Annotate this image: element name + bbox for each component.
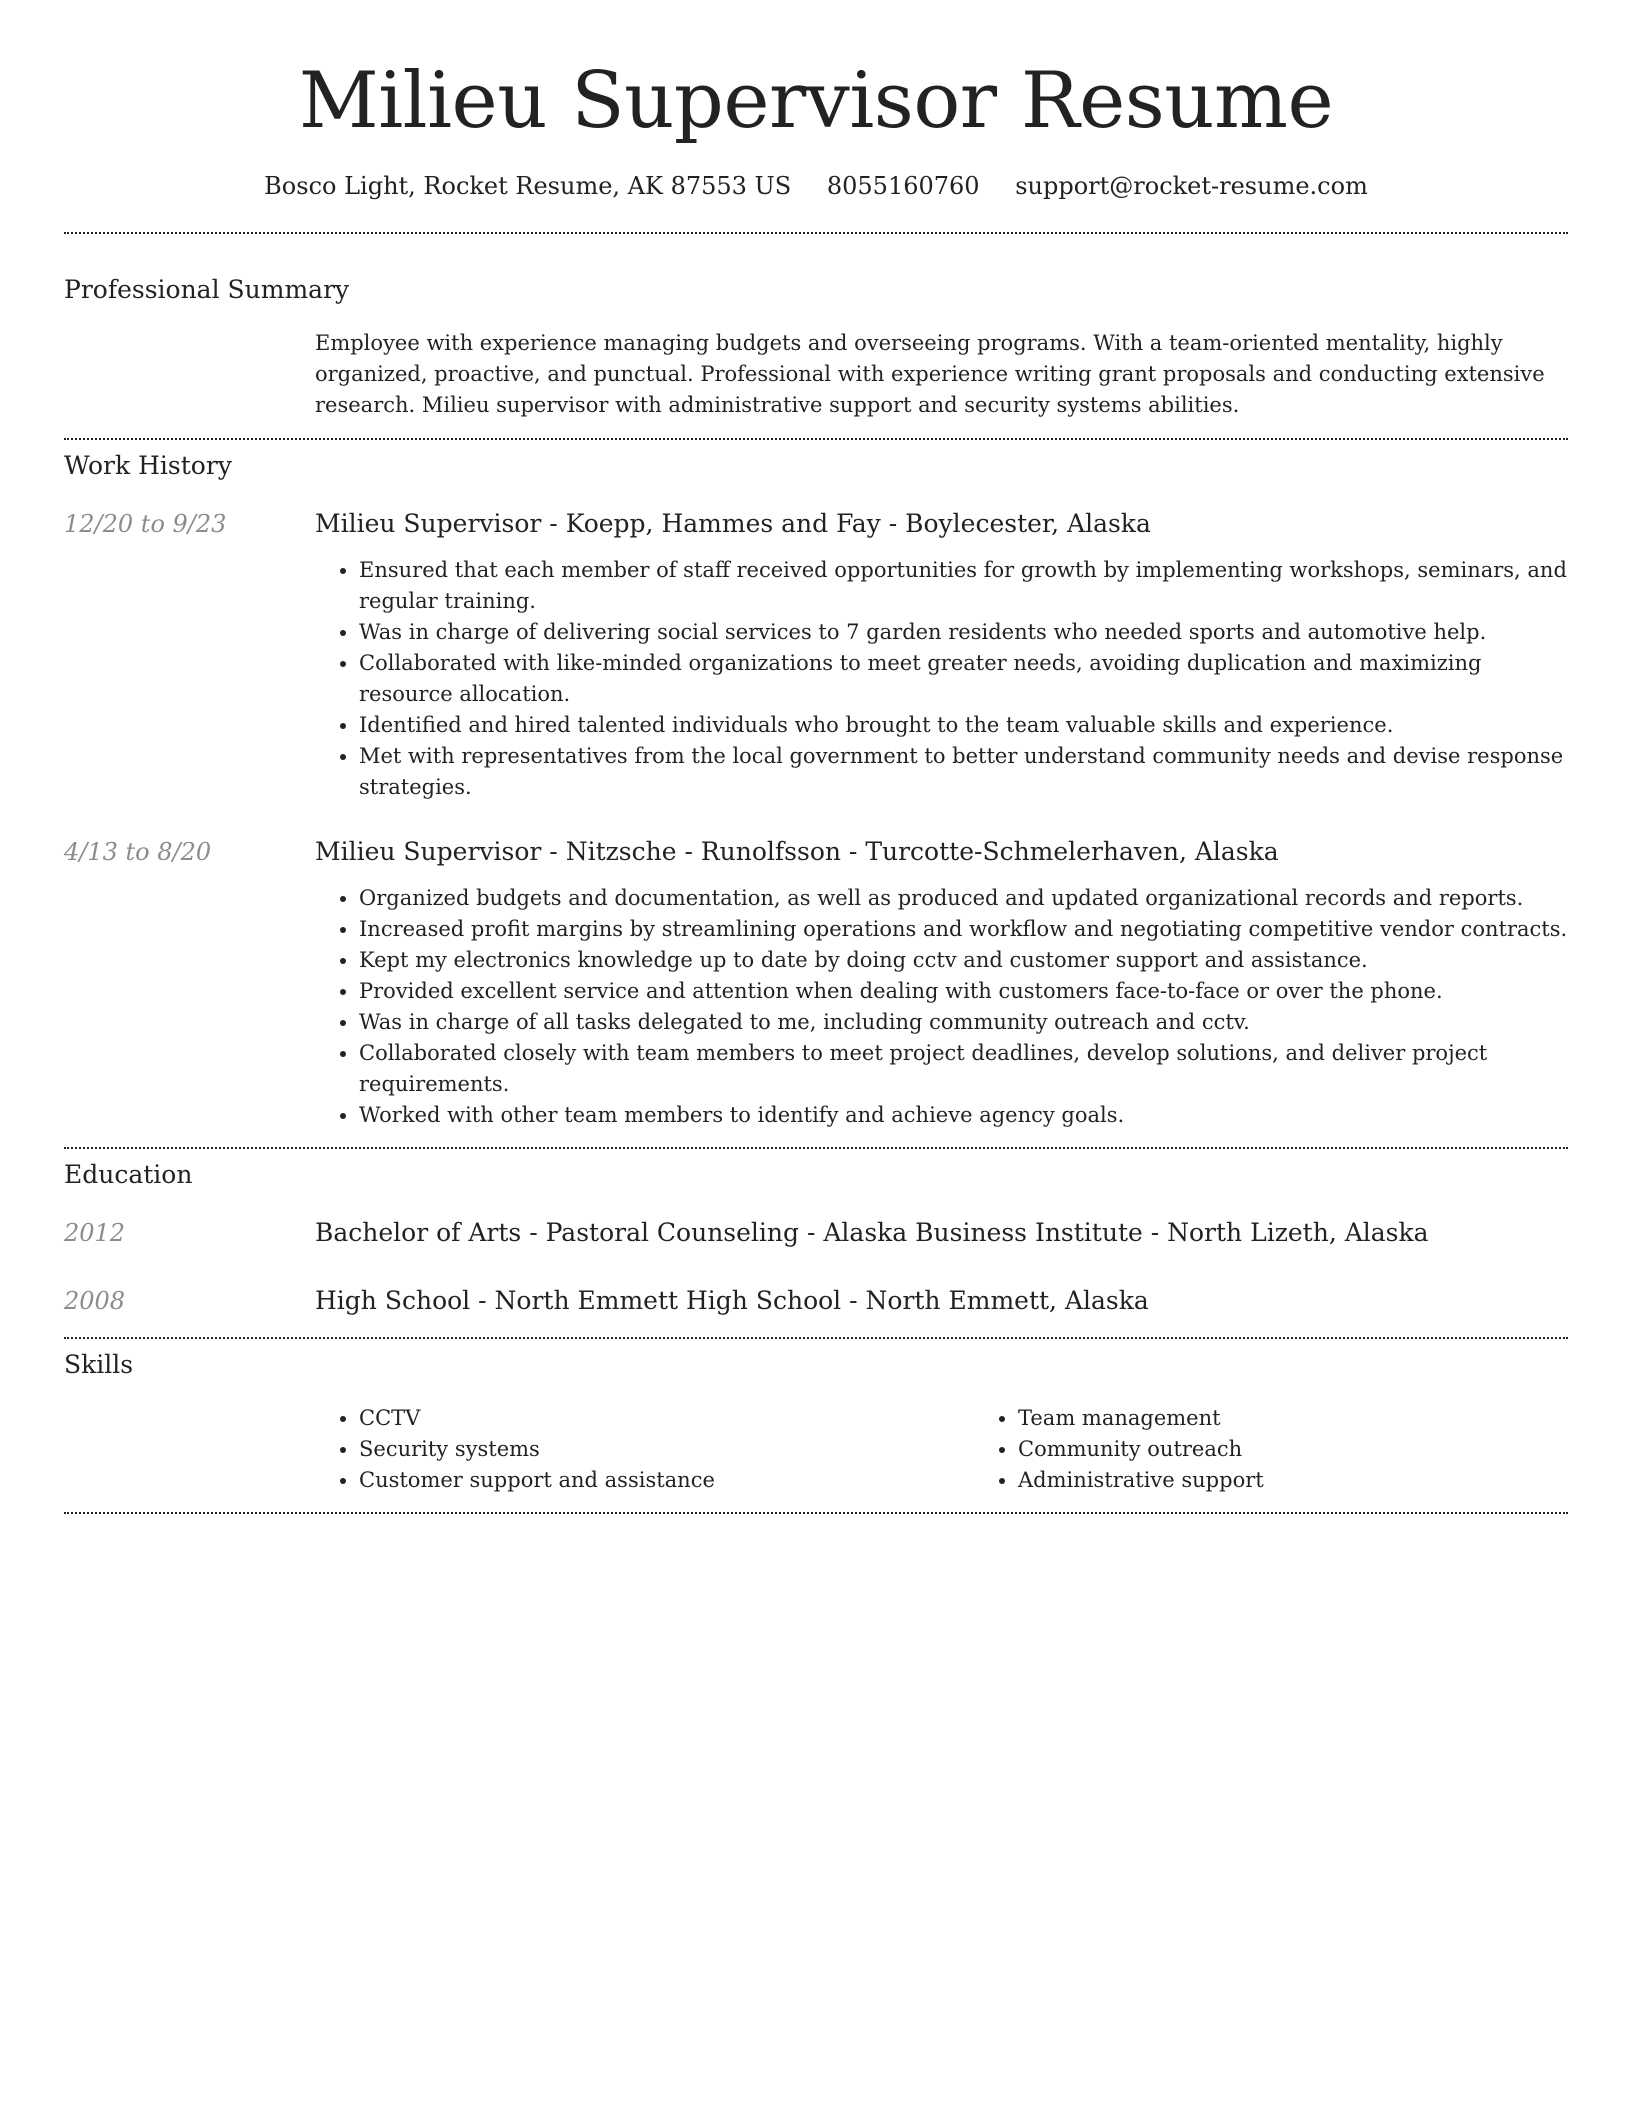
section-title-work-history: Work History xyxy=(64,451,232,480)
resume-page xyxy=(64,0,1568,1514)
contact-phone: 8055160760 xyxy=(826,172,980,200)
section-title-skills: Skills xyxy=(64,1350,134,1379)
list-item: • Provided excellent service and attention when dealing with customers face-to-face or over the phone. xyxy=(359,976,1568,1007)
list-item: • Was in charge of delivering social services to 7 garden residents who needed sports and automotive help. xyxy=(359,617,1568,648)
education-entry xyxy=(64,1285,1568,1317)
job-bullets xyxy=(315,883,1568,1131)
education-entry xyxy=(64,1217,1568,1249)
education-year: 2008 xyxy=(64,1287,126,1315)
list-item: • Kept my electronics knowledge up to date by doing cctv and customer support and assistance. xyxy=(359,945,1568,976)
skill-item: • Customer support and assistance xyxy=(359,1465,974,1496)
contact-email: support@rocket-resume.com xyxy=(1015,172,1368,200)
skill-item: • Security systems xyxy=(359,1434,974,1465)
education-year: 2012 xyxy=(64,1219,126,1247)
list-item: • Collaborated closely with team members to meet project deadlines, develop solutions, and deliver project requirements. xyxy=(359,1038,1568,1100)
contact-line xyxy=(64,170,1568,202)
skill-item: • Administrative support xyxy=(1018,1465,1632,1496)
list-item: • Organized budgets and documentation, as well as produced and updated organizational records and reports. xyxy=(359,883,1568,914)
contact-address: Bosco Light, Rocket Resume, AK 87553 US xyxy=(264,172,792,200)
job-dates: 4/13 to 8/20 xyxy=(64,838,212,866)
education-degree: Bachelor of Arts - Pastoral Counseling xyxy=(315,1218,800,1247)
job-dates: 12/20 to 9/23 xyxy=(64,510,227,538)
education-degree: High School xyxy=(315,1286,471,1315)
list-item: • Worked with other team members to identify and achieve agency goals. xyxy=(359,1100,1568,1131)
section-title-education: Education xyxy=(64,1160,193,1189)
list-item: • Collaborated with like-minded organizations to meet greater needs, avoiding duplication and maximizing resource allocation. xyxy=(359,648,1568,710)
list-item: • Met with representatives from the local government to better understand community needs and devise response strategies. xyxy=(359,741,1568,803)
skills-list-right xyxy=(974,1403,1632,1496)
skills-row xyxy=(64,1403,1568,1496)
skill-item: • Community outreach xyxy=(1018,1434,1632,1465)
job-title: Milieu Supervisor - Koepp, Hammes and Fay - Boylecester, Alaska xyxy=(315,509,1151,538)
section-title-summary: Professional Summary xyxy=(64,275,350,304)
skill-item: • CCTV xyxy=(359,1403,974,1434)
resume-title: Milieu Supervisor Resume xyxy=(298,56,1334,146)
summary-text: Employee with experience managing budgets and overseeing programs. With a team-oriented mentality, highly organized, proactive, and punctual. Professional with experience writing grant proposals and conducting extensive research. Milieu supervisor with administrative support and security systems abilities. xyxy=(315,331,1545,417)
list-item: • Identified and hired talented individuals who brought to the team valuable skills and experience. xyxy=(359,710,1568,741)
job-entry xyxy=(64,508,1568,803)
summary-row xyxy=(64,328,1568,421)
divider xyxy=(64,1512,1568,1514)
job-title: Milieu Supervisor - Nitzsche - Runolfsson - Turcotte-Schmelerhaven, Alaska xyxy=(315,837,1279,866)
skill-item: • Team management xyxy=(1018,1403,1632,1434)
job-entry xyxy=(64,836,1568,1131)
skills-list-left xyxy=(315,1403,974,1496)
list-item: • Increased profit margins by streamlining operations and workflow and negotiating competitive vendor contracts. xyxy=(359,914,1568,945)
list-item: • Was in charge of all tasks delegated to me, including community outreach and cctv. xyxy=(359,1007,1568,1038)
list-item: • Ensured that each member of staff received opportunities for growth by implementing workshops, seminars, and regular training. xyxy=(359,555,1568,617)
job-bullets xyxy=(315,555,1568,803)
education-details: - Alaska Business Institute - North Lizeth, Alaska xyxy=(799,1218,1429,1247)
education-details: - North Emmett High School - North Emmett, Alaska xyxy=(470,1286,1149,1315)
